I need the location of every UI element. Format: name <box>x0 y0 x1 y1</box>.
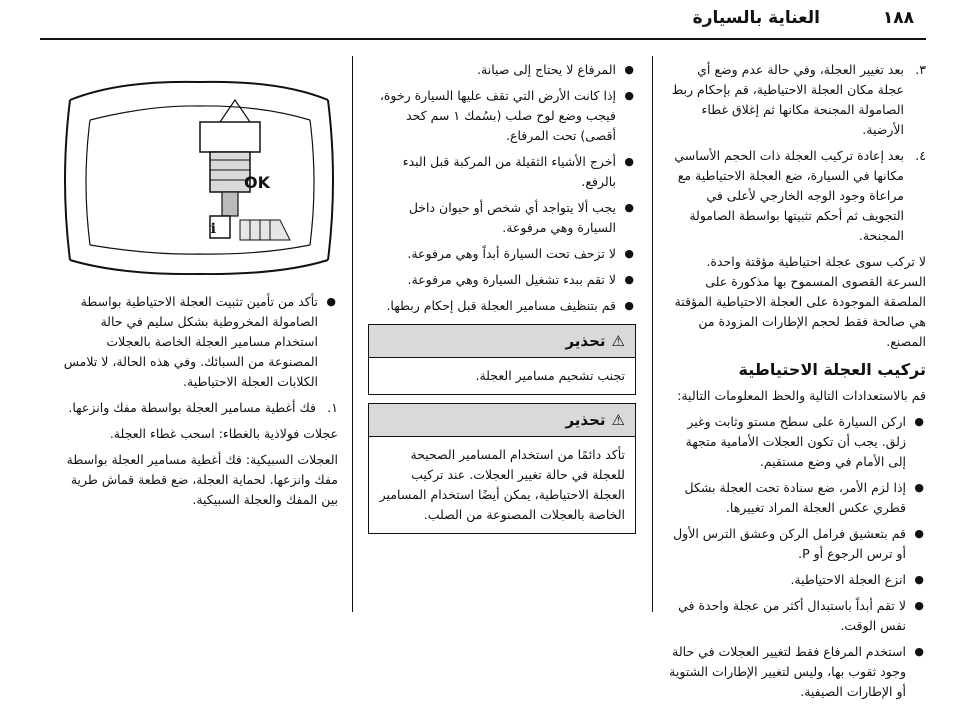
warning-header <box>369 325 635 358</box>
step-text: فك أغطية مسامير العجلة بواسطة مفك وانزعها. <box>68 400 316 415</box>
step-1 <box>60 398 338 418</box>
step-number: ٣. <box>915 62 926 77</box>
step-text: بعد تغيير العجلة، وفي حالة عدم وضع أي عجلة مكان العجلة الاحتياطية، قم بإحكام ربط الصامولة المجنحة مكانها ثم إغلاق غطاء الأرضية. <box>671 62 904 137</box>
list-item: ● إذا كانت الأرض التي تقف عليها السيارة رخوة، فيجب وضع لوح صلب (بسُمك ١ سم كحد أقصى) تحت المرفاع. <box>368 86 636 146</box>
step-4 <box>668 146 926 246</box>
list-item: ● استخدم المرفاع فقط لتغيير العجلات في حالة وجود ثقوب بها، وليس لتغيير الإطارات الشتوية أو الإطارات الصيفية. <box>668 642 926 702</box>
warning-body: تجنب تشحيم مسامير العجلة. <box>475 368 625 383</box>
column-left <box>60 60 338 516</box>
preparation-list <box>668 412 926 702</box>
list-item: ● إذا لزم الأمر، ضع سنادة تحت العجلة بشكل قطري عكس العجلة المراد تغييرها. <box>668 478 926 518</box>
page-title: العناية بالسيارة <box>692 8 820 28</box>
warning-title: تحذير <box>565 332 606 350</box>
page-number: ١٨٨ <box>882 8 914 28</box>
list-item: ● قم بتعشيق فرامل الركن وعشق الترس الأول أو ترس الرجوع أو P. <box>668 524 926 564</box>
jack-safety-list <box>368 60 636 316</box>
warning-triangle-icon: ⚠ <box>611 411 625 429</box>
warning-body: تأكد دائمًا من استخدام المسامير الصحيحة للعجلة في حالة تغيير العجلات. عند تركيب العجلة الاحتياطية، يمكن أيضًا استخدام المسامير الخاصة بالعجلات المصنوعة من الصلب. <box>379 447 625 522</box>
list-item: ● لا تقم ببدء تشغيل السيارة وهي مرفوعة. <box>368 270 636 290</box>
step-number: ٤. <box>915 148 926 163</box>
step-text: بعد إعادة تركيب العجلة ذات الحجم الأساسي مكانها في السيارة، ضع العجلة الاحتياطية مع مراعاة وجود الوجه الخارجي لأعلى في التجويف ثم أحكم تثبيتها بواسطة الصامولة المجنحة. <box>674 148 904 243</box>
list-item: ● انزع العجلة الاحتياطية. <box>668 570 926 590</box>
steel-wheel-note: عجلات فولاذية بالغطاء: اسحب غطاء العجلة. <box>109 426 338 441</box>
list-item: ● لا تزحف تحت السيارة أبداً وهي مرفوعة. <box>368 244 636 264</box>
column-middle <box>368 60 636 542</box>
svg-text:i: i <box>210 221 216 237</box>
list-item: ● يجب ألا يتواجد أي شخص أو حيوان داخل السيارة وهي مرفوعة. <box>368 198 636 238</box>
alloy-wheel-note: العجلات السبيكية: فك أغطية مسامير العجلة بواسطة مفك وانزعها. لحماية العجلة، ضع قطعة قماش طرية بين المفك والعجلة السبيكية. <box>66 452 338 507</box>
alloy-wheel-note-list <box>60 292 338 392</box>
step-number: ١. <box>327 400 338 415</box>
warning-triangle-icon: ⚠ <box>611 332 625 350</box>
wheel-nut-illustration <box>60 60 338 282</box>
warning-box <box>368 324 636 395</box>
header-rule <box>40 38 926 40</box>
page-header <box>0 0 960 40</box>
section-heading: تركيب العجلة الاحتياطية <box>738 360 926 379</box>
column-right <box>668 60 926 708</box>
warning-header <box>369 404 635 437</box>
ok-label: OK <box>244 173 270 192</box>
step-3 <box>668 60 926 140</box>
spare-wheel-note: لا تركب سوى عجلة احتياطية مؤقتة واحدة. السرعة القصوى المسموح بها مذكورة على الملصقة الموجودة على العجلة الاحتياطية المؤقتة هي صالحة فقط لحجم الإطارات المزودة من المصنع. <box>674 254 926 349</box>
list-item: ● لا تقم أبداً باستبدال أكثر من عجلة واحدة في نفس الوقت. <box>668 596 926 636</box>
list-item: ● المرفاع لا يحتاج إلى صيانة. <box>368 60 636 80</box>
list-item: ● قم بتنظيف مسامير العجلة قبل إحكام ربطها. <box>368 296 636 316</box>
list-item: ● أخرج الأشياء الثقيلة من المركبة قبل البدء بالرفع. <box>368 152 636 192</box>
warning-box <box>368 403 636 534</box>
wheel-nut-drawing <box>60 60 338 282</box>
warning-title: تحذير <box>565 411 606 429</box>
list-item: ● تأكد من تأمين تثبيت العجلة الاحتياطية بواسطة الصامولة المخروطية بشكل سليم في حالة استخدام مسامير العجلة الخاصة بالعجلات المصنوعة من السبائك. وفي هذه الحالة، لا تلامس الكلابات العجلة الاحتياطية. <box>60 292 338 392</box>
list-item: ● اركن السيارة على سطح مستو وثابت وغير زلق. يجب أن تكون العجلات الأمامية متجهة إلى الأمام في وضع مستقيم. <box>668 412 926 472</box>
section-intro: قم بالاستعدادات التالية والحظ المعلومات التالية: <box>677 388 926 403</box>
column-divider-right <box>652 56 653 612</box>
column-divider-left <box>352 56 353 612</box>
